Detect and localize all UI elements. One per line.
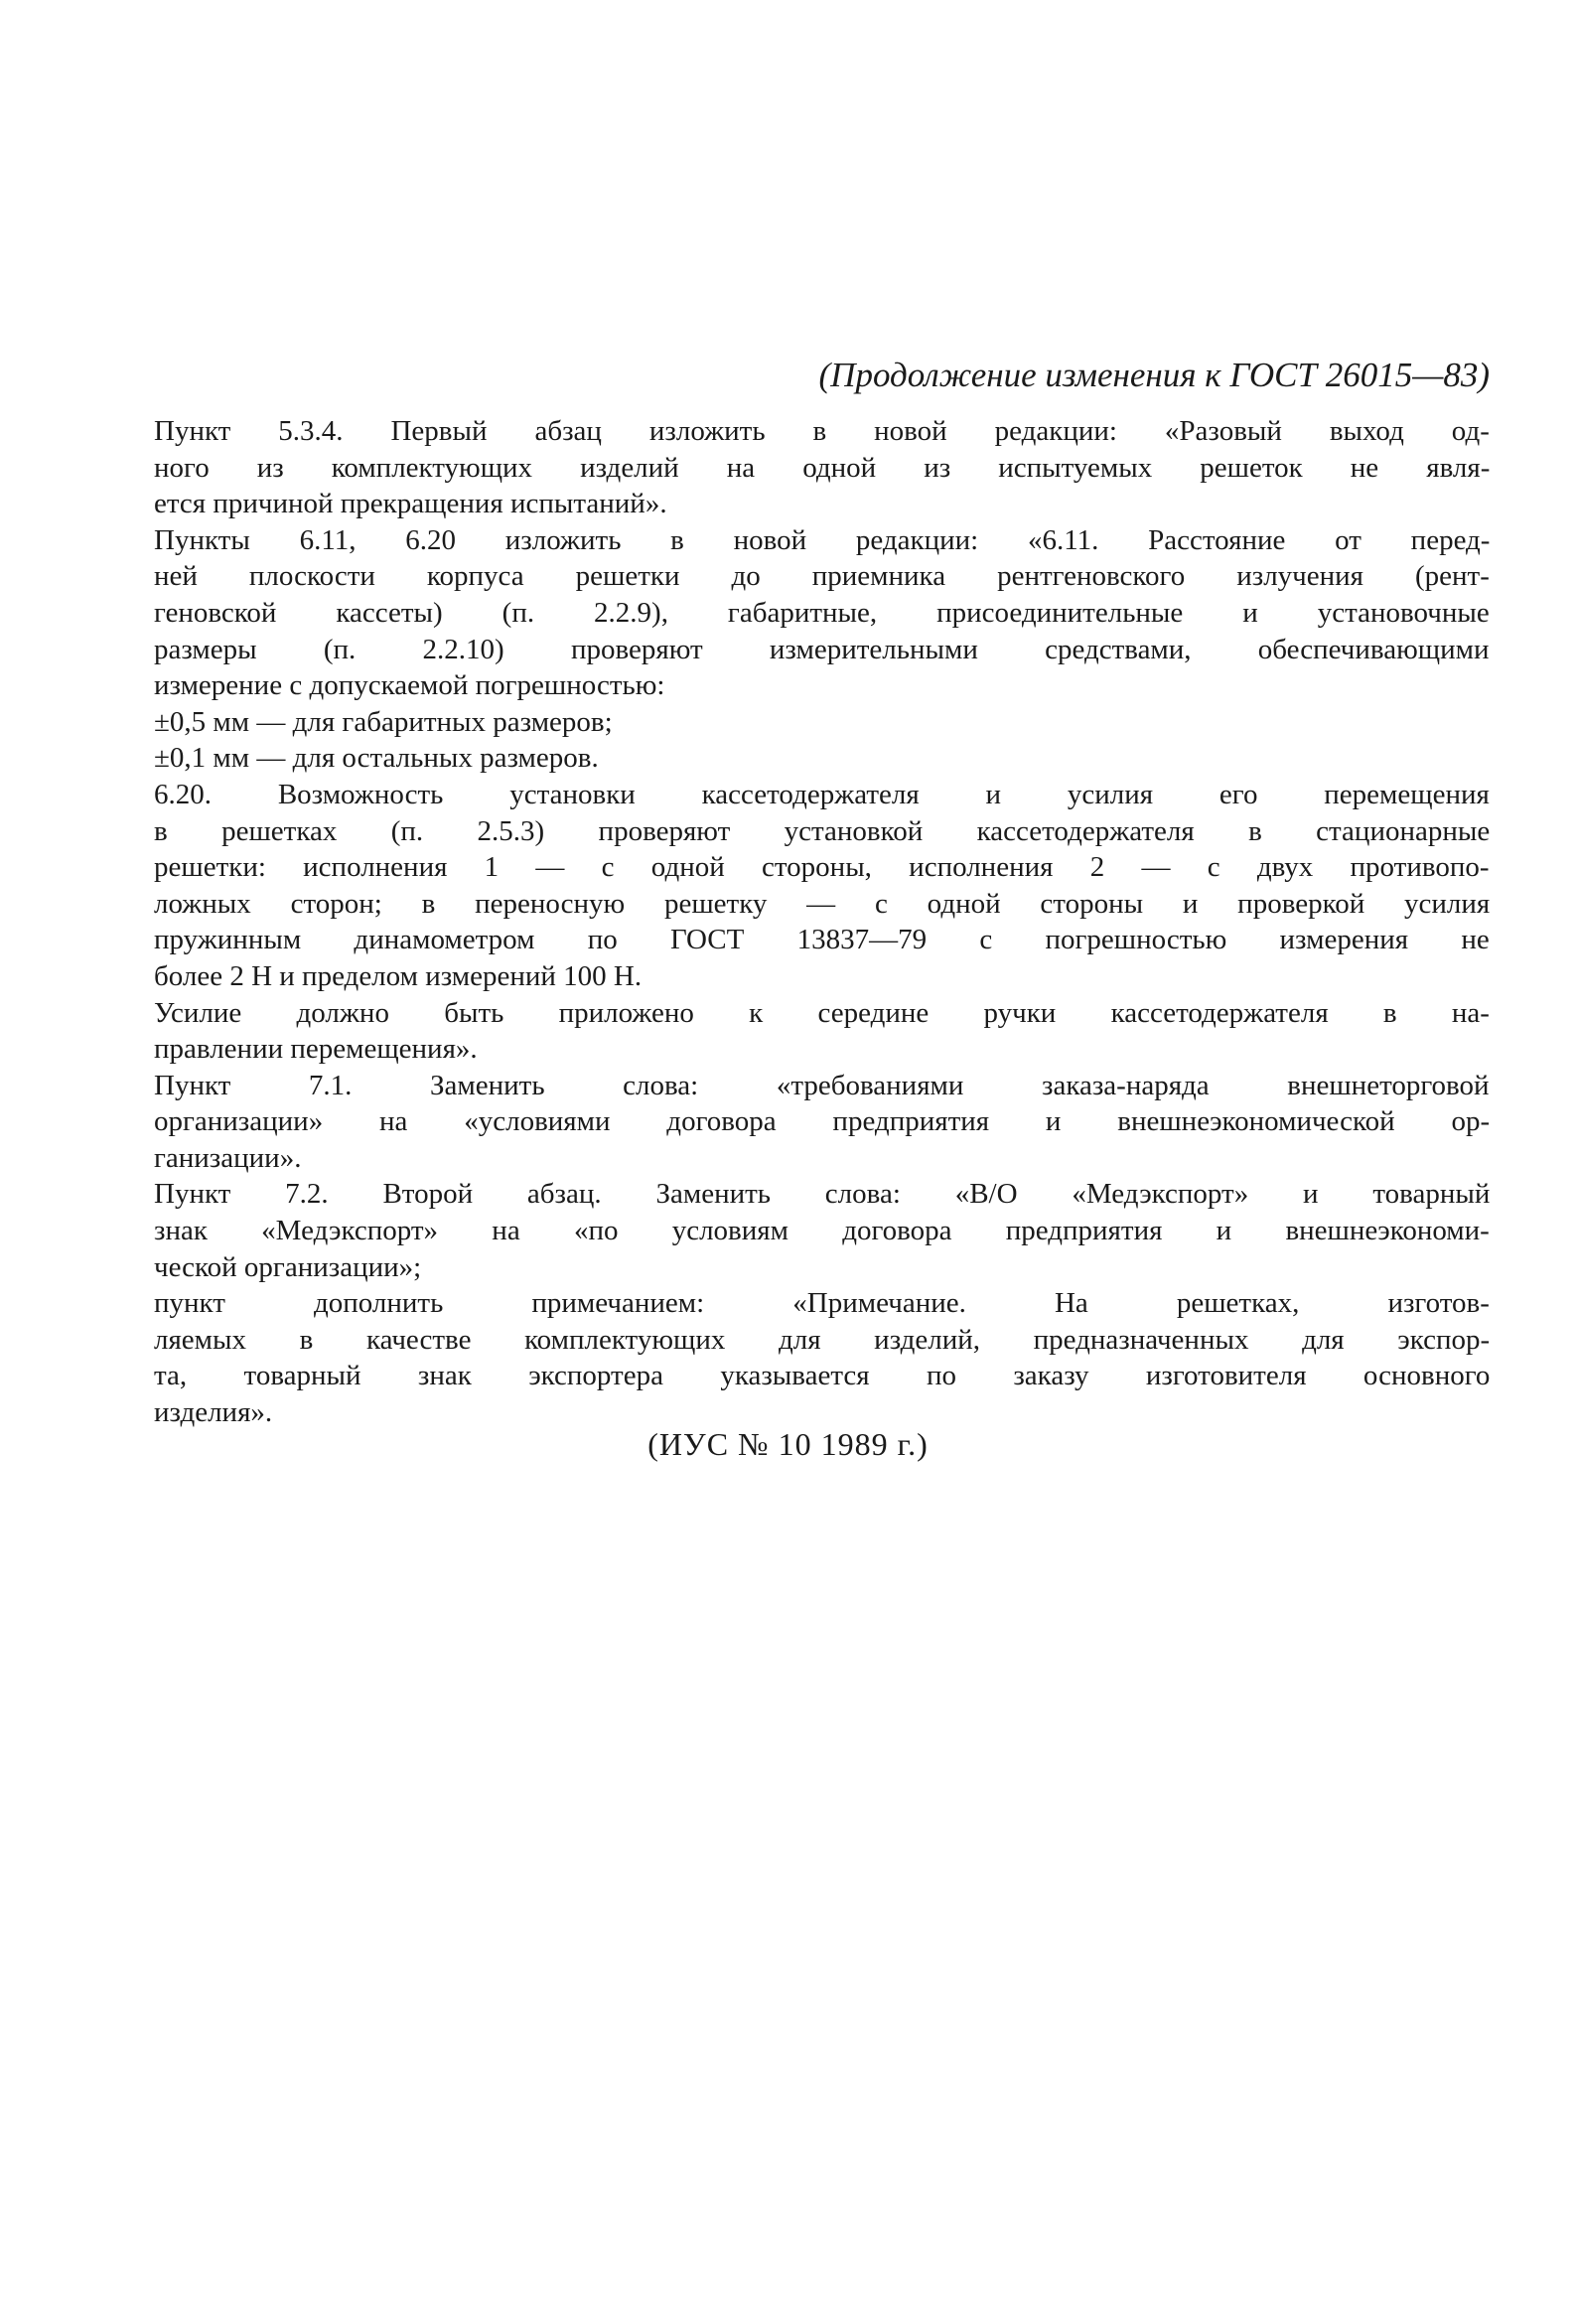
text-line: ганизации». [154,1141,302,1174]
text-line: Пункт 5.3.4. Первый абзац изложить в новой редакции: «Разовый выход од- [154,415,1490,447]
text-line: геновской кассеты) (п. 2.2.9), габаритные, присоединительные и установочные [154,596,1490,629]
text-line: правлении перемещения». [154,1033,478,1066]
text-line: более 2 Н и пределом измерений 100 Н. [154,959,643,992]
text-line: изделия». [154,1396,273,1429]
text-line: решетки: исполнения 1 — с одной стороны, исполнения 2 — с двух противопо- [154,851,1490,884]
text-line: ляемых в качестве комплектующих для изделий, предназначенных для экспор- [154,1323,1491,1356]
text-line: та, товарный знак экспортера указывается по заказу изготовителя основного [154,1360,1491,1392]
text-line: пункт дополнить примечанием: «Примечание. На решетках, изготов- [154,1287,1490,1320]
text-line: Пункт 7.1. Заменить слова: «требованиями заказа-наряда внешнеторговой [154,1069,1490,1101]
text-line: в решетках (п. 2.5.3) проверяют установкой кассетодержателя в стационарные [154,814,1491,847]
source-reference: (ИУС № 10 1989 г.) [647,1426,929,1462]
text-line: пружинным динамометром по ГОСТ 13837—79 с погрешностью измерения не [154,924,1490,956]
text-line: организации» на «условиями договора предприятия и внешнеэкономической ор- [154,1105,1491,1138]
amendment-body [154,413,1490,1431]
text-line: Пункты 6.11, 6.20 изложить в новой редакции: «6.11. Расстояние от перед- [154,523,1491,556]
text-line: ется причиной прекращения испытаний». [154,488,667,520]
continuation-header: (Продолжение изменения к ГОСТ 26015—83) [818,356,1490,394]
text-line: ней плоскости корпуса решетки до приемника рентгеновского излучения (рент- [154,560,1490,593]
text-line: размеры (п. 2.2.10) проверяют измерительными средствами, обеспечивающими [154,633,1490,665]
text-line: ±0,5 мм — для габаритных размеров; [154,705,613,738]
text-line: знак «Медэкспорт» на «по условиям договора предприятия и внешнеэкономи- [154,1215,1490,1247]
text-line: Усилие должно быть приложено к середине ручки кассетодержателя в на- [154,996,1490,1029]
text-line: Пункт 7.2. Второй абзац. Заменить слова: «В/О «Медэкспорт» и товарный [154,1178,1491,1211]
text-line: ческой организации»; [154,1250,422,1283]
text-line: ±0,1 мм — для остальных размеров. [154,742,599,775]
text-line: измерение с допускаемой погрешностью: [154,669,665,702]
text-line: ного из комплектующих изделий на одной из испытуемых решеток не явля- [154,451,1491,484]
text-line: ложных сторон; в переносную решетку — с одной стороны и проверкой усилия [154,887,1491,920]
text-line: 6.20. Возможность установки кассетодержателя и усилия его перемещения [154,778,1490,810]
